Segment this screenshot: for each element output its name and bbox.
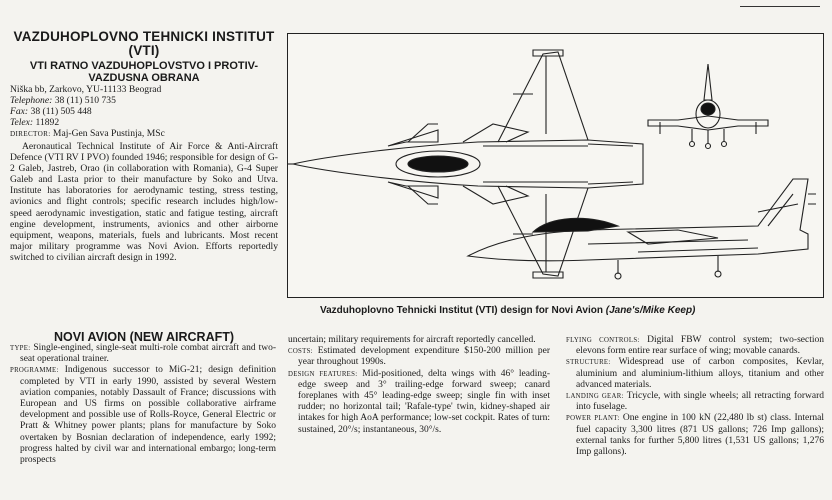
programme-continued <box>288 335 550 346</box>
costs-text: Estimated development expenditure $150-200 million per year throughout 1990s. <box>298 346 550 368</box>
caption-source: (Jane's/Mike Keep) <box>605 305 696 316</box>
type-label: TYPE: <box>10 345 31 352</box>
landing-gear-entry <box>566 391 824 413</box>
landing-gear-text: Tricycle, with single wheels; all retracting forward into fuselage. <box>576 391 824 413</box>
director-label: DIRECTOR: <box>10 130 51 138</box>
telex-label: Telex: <box>10 117 34 128</box>
org-name: VAZDUHOPLOVNO TEHNICKI INSTITUT (VTI) <box>13 29 275 58</box>
programme-cont-text: uncertain; military requirements for aircraft reportedly cancelled. <box>288 335 536 345</box>
design-features-entry <box>288 369 550 436</box>
text-column-3 <box>566 335 824 458</box>
landing-gear-label: LANDING GEAR: <box>566 393 624 401</box>
org-description: Aeronautical Technical Institute of Air Force & Anti-Aircraft Defence (VTI RV I PVO) founded 1946; responsible for design of G-2 Galeb, Jastreb, Orao (in collaboration with Romania), G-4 Super Galeb and Lasta prior to their manufacture by Soko and Utva. Institute has laboratories for aerodynamic testing, stress testing, avionics and flight controls; specific research includes high/low-speed aerodynamic investigation, static and fatigue testing, aircraft engine development, instruments, avionics and other airborne equipment, weapons, materials, fuels and lubricants. Most recent major military programme was Novi Avion. Efforts reportedly switched to civilian aircraft design in 1992. <box>10 141 278 263</box>
structure-text: Widespread use of carbon composites, Kevlar, aluminium and aluminium-lithium alloys, titanium and other advanced materials. <box>576 357 824 390</box>
organisation-entry <box>10 30 278 263</box>
telex-value: 11892 <box>35 117 60 128</box>
design-features-label: DESIGN FEATURES: <box>288 370 358 378</box>
structure-entry <box>566 357 824 391</box>
type-text: Single-engined, single-seat multi-role combat aircraft and two-seat operational trainer. <box>20 343 276 365</box>
power-plant-text: One engine in 100 kN (22,480 lb st) class. Internal fuel capacity 3,300 litres (871 US gallons; 726 Imp gallons); external tanks for further 5,800 litres (1,531 US gallons; 1,276 Imp gallons). <box>576 413 824 458</box>
org-subname: VTI RATNO VAZDUHOPLOVSTVO I PROTIV-VAZDUSNA OBRANA <box>29 60 259 84</box>
caption-text: Vazduhoplovno Tehnicki Institut (VTI) design for Novi Avion <box>320 305 603 316</box>
section-title: NOVI AVION (NEW AIRCRAFT) <box>53 330 235 344</box>
programme-text: Indigenous successor to MiG-21; design definition completed by VTI in early 1990, assisted by several Western aviation companies, notably Dassault of France; discussions with European and US firms on possible collaborative airframe development and possible use of Rolls-Royce, General Electric or Pratt & Whitney power plants; plans for manufacture by Soko overtaken by Bosnian declaration of independence, early 1992; progress halted by civil war and international embargo; long-term prospects <box>20 365 276 466</box>
power-plant-label: POWER PLANT: <box>566 415 620 423</box>
text-column-1 <box>10 343 276 466</box>
fax-label: Fax: <box>10 106 29 117</box>
telephone-label: Telephone: <box>10 95 53 106</box>
director-value: Maj-Gen Sava Pustinja, MSc <box>52 128 165 139</box>
costs-label: COSTS: <box>288 348 313 356</box>
aircraft-three-view-drawing <box>287 33 824 298</box>
org-address: Niška bb, Zarkovo, YU-11133 Beograd <box>10 84 162 95</box>
front-view-drawing <box>648 64 768 149</box>
org-fax <box>10 106 278 117</box>
type-entry <box>10 343 276 365</box>
design-features-text: Mid-positioned, delta wings with 46° leading-edge sweep and 3° trailing-edge forward sweep; canard foreplanes with 45° leading-edge sweep; single fin with inset rudder; no horizontal tail; 'Rafale-type' twin, kidney-shaped air intakes for high AoA performance; low-set cockpit. Rates of turn: sustained, 20°/s; instantaneous, 30°/s. <box>298 368 550 435</box>
aircraft-drawing-svg <box>288 34 823 297</box>
header-rule <box>740 6 820 7</box>
telephone-value: 38 (11) 510 735 <box>54 95 116 106</box>
org-telex <box>10 117 278 128</box>
flying-controls-text: Digital FBW control system; two-section elevons form entire rear surface of wing; movable canards. <box>576 335 825 357</box>
programme-entry <box>10 365 276 466</box>
programme-label: PROGRAMME: <box>10 367 59 375</box>
flying-controls-entry <box>566 335 824 357</box>
flying-controls-label: FLYING CONTROLS: <box>566 337 640 344</box>
page-header <box>0 0 832 14</box>
costs-entry <box>288 346 550 368</box>
structure-label: STRUCTURE: <box>566 359 611 367</box>
figure-caption <box>320 305 810 316</box>
org-telephone <box>10 95 278 106</box>
fax-value: 38 (11) 505 448 <box>30 106 92 117</box>
org-director <box>10 128 278 140</box>
power-plant-entry <box>566 413 824 458</box>
text-column-2 <box>288 335 550 436</box>
